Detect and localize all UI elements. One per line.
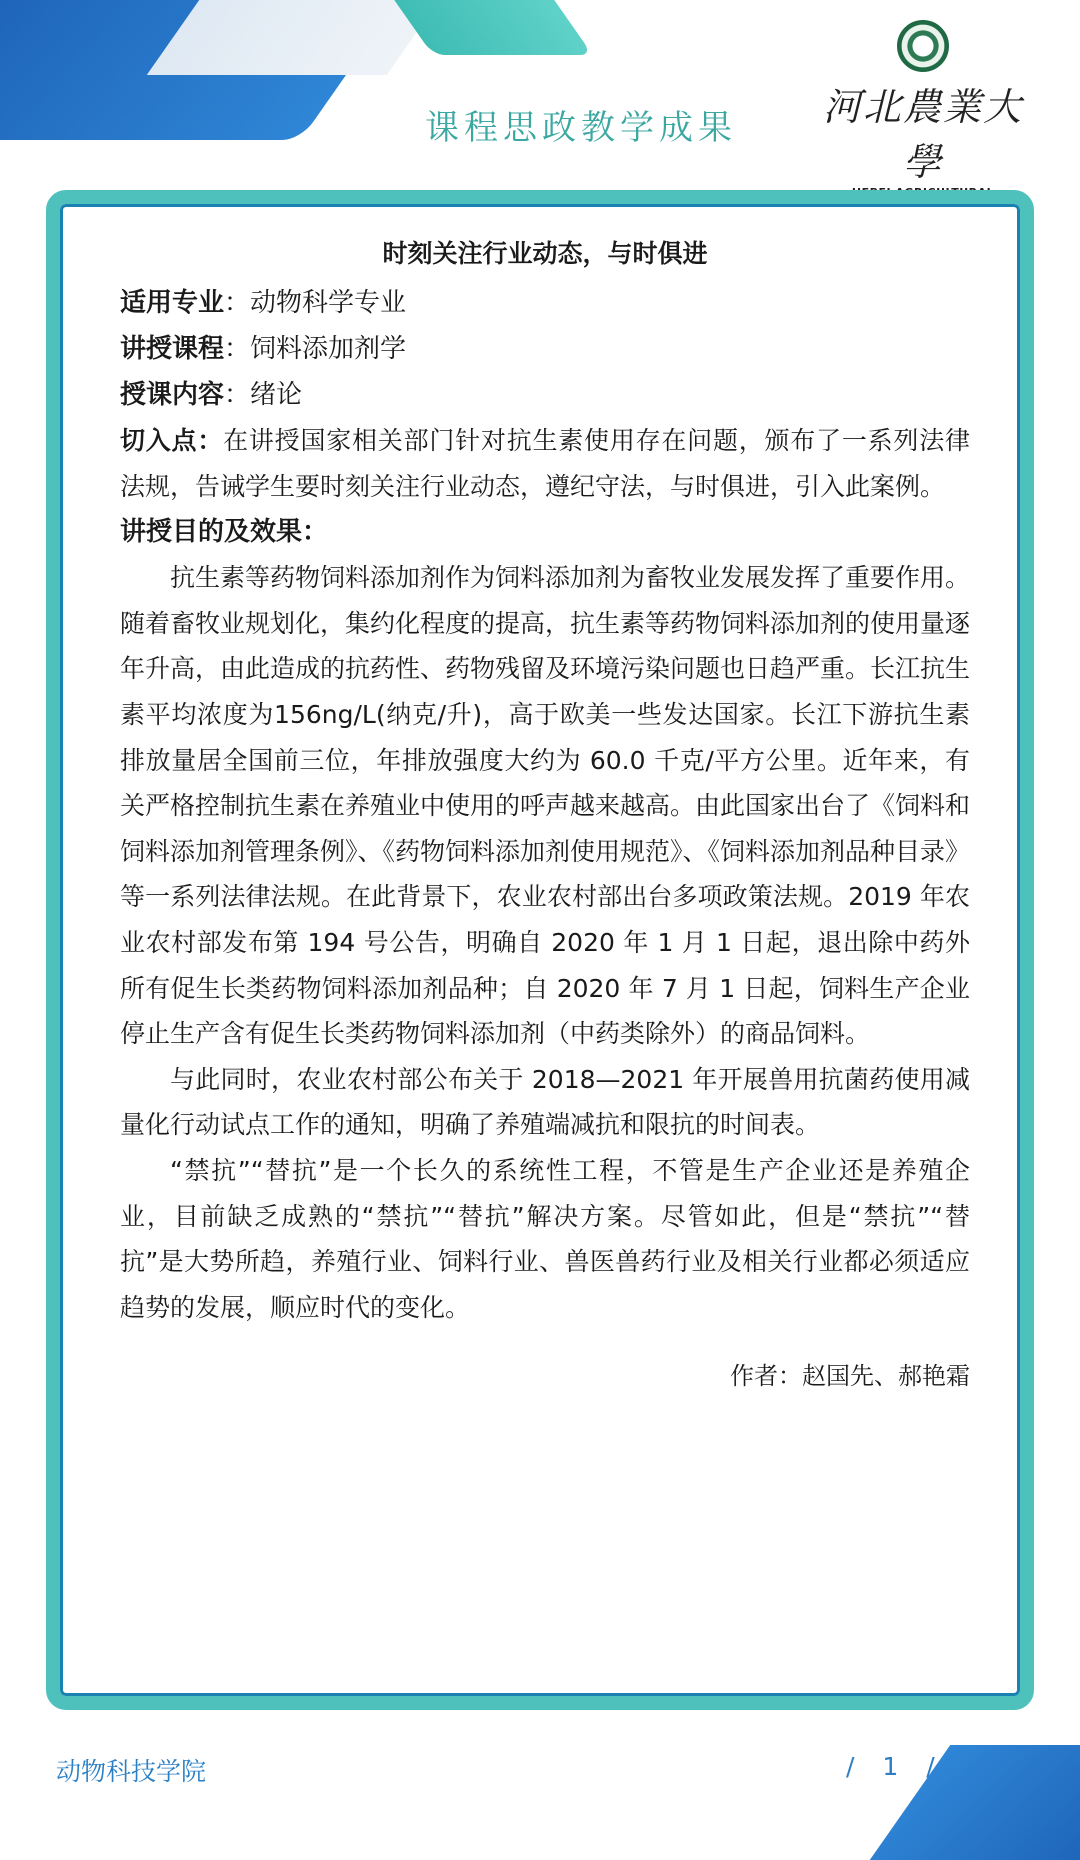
body-paragraph-1: 抗生素等药物饲料添加剂作为饲料添加剂为畜牧业发展发挥了重要作用。随着畜牧业规划化，集约化程度的提高，抗生素等药物饲料添加剂的使用量逐年升高，由此造成的抗药性、药物残留及环境污染问题也日趋严重。长江抗生素平均浓度为156ng/L(纳克/升)，高于欧美一些发达国家。长江下游抗生素排放量居全国前三位，年排放强度大约为 60.0 千克/平方公里。近年来，有关严格控制抗生素在养殖业中使用的呼声越来越高。由此国家出台了《饲料和饲料添加剂管理条例》、《药物饲料添加剂使用规范》、《饲料添加剂品种目录》等一系列法律法规。在此背景下，农业农村部出台多项政策法规。2019 年农业农村部发布第 194 号公告，明确自 2020 年 1 月 1 日起，退出除中药外所有促生长类药物饲料添加剂品种；自 2020 年 7 月 1 日起，饲料生产企业停止生产含有促生长类药物饲料添加剂（中药类除外）的商品饲料。 — [120, 563, 971, 1049]
document-body — [120, 234, 970, 1391]
author-line: 作者：赵国先、郝艳霜 — [730, 1362, 970, 1391]
page-number: / 1 / — [846, 1752, 945, 1781]
major-value: ：动物科学专业 — [224, 288, 407, 318]
course-value: ：饲料添加剂学 — [224, 334, 407, 364]
major-line — [120, 280, 970, 326]
university-name-cn: 河北農業大學 — [822, 85, 1023, 184]
document-title: 时刻关注行业动态，与时俱进 — [382, 239, 708, 268]
content-card — [46, 190, 1034, 1710]
major-label: 适用专业 — [120, 288, 225, 318]
content-label: 授课内容 — [120, 380, 225, 410]
body-paragraph-3: “禁抗”“替抗”是一个长久的系统性工程，不管是生产企业还是养殖企业，目前缺乏成熟的“禁抗”“替抗”解决方案。尽管如此，但是“禁抗”“替抗”是大势所趋，养殖行业、饲料行业、兽医兽药行业及相关行业都必须适应趋势的发展，顺应时代的变化。 — [120, 1155, 970, 1322]
header-title: 课程思政教学成果 — [425, 108, 737, 148]
entry-point-paragraph — [120, 418, 970, 509]
entry-point-label: 切入点： — [120, 426, 224, 455]
university-emblem-icon — [897, 20, 949, 72]
course-line — [120, 326, 970, 372]
course-label: 讲授课程 — [120, 334, 225, 364]
content-value: ：绪论 — [224, 380, 303, 410]
entry-point-text: 在讲授国家相关部门针对抗生素使用存在问题，颁布了一系列法律法规，告诫学生要时刻关注行业动态，遵纪守法，与时俱进，引入此案例。 — [120, 426, 970, 501]
university-logo — [818, 20, 1028, 184]
footer-college-name: 动物科技学院 — [56, 1757, 207, 1786]
header-decoration-teal-band — [387, 0, 593, 55]
content-line — [120, 372, 970, 418]
goal-label: 讲授目的及效果： — [120, 517, 329, 548]
body-paragraph-2: 与此同时，农业农村部公布关于 2018—2021 年开展兽用抗菌药使用减量化行动试点工作的通知，明确了养殖端减抗和限抗的时间表。 — [120, 1064, 970, 1140]
